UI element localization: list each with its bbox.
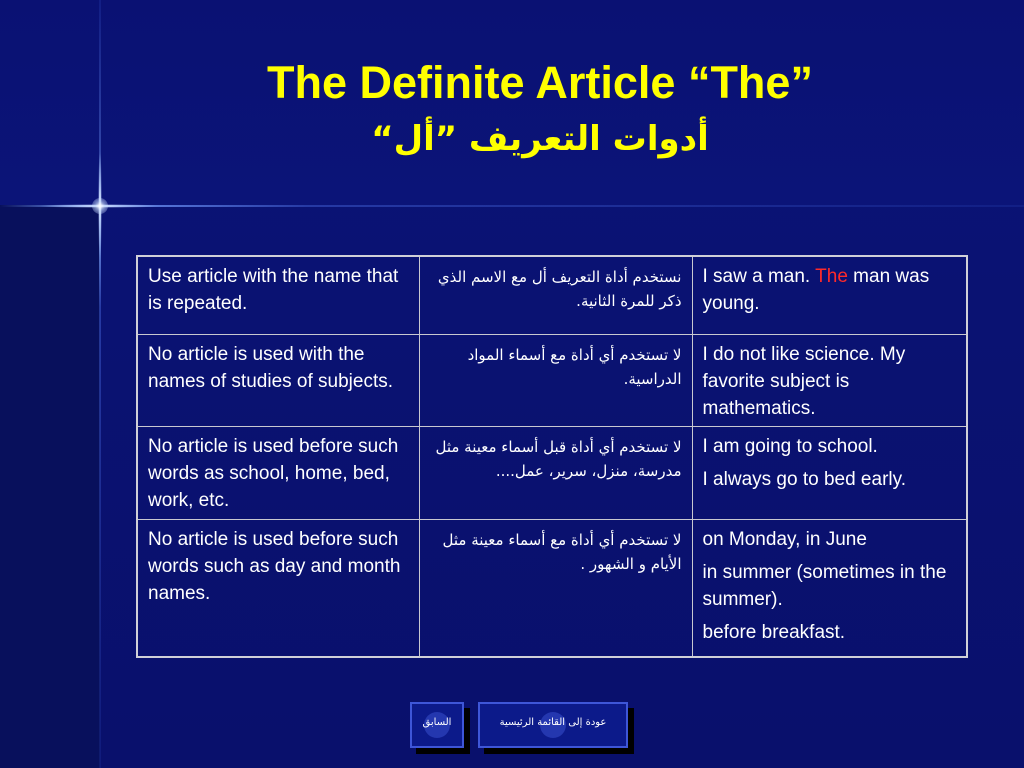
example-text: I saw a man. (702, 266, 816, 287)
example-text: before breakfast. (702, 621, 846, 643)
rule-example (692, 334, 967, 426)
rule-example (692, 426, 967, 519)
left-band (0, 205, 100, 768)
example-text: man was young. (702, 266, 930, 314)
table-row (137, 256, 967, 334)
rule-arabic: لا تستخدم أي أداة قبل أسماء معينة مثل مدرسة، منزل، سرير، عمل.... (419, 426, 692, 519)
rule-arabic: نستخدم أداة التعريف أل مع الاسم الذي ذكر للمرة الثانية. (419, 256, 692, 334)
example-highlight: The (815, 266, 848, 287)
sparkle-icon (92, 198, 108, 214)
example-text: I am going to school. (702, 435, 878, 457)
home-menu-button[interactable] (478, 702, 628, 748)
rules-table (136, 255, 968, 658)
rule-arabic: لا تستخدم أي أداة مع أسماء معينة مثل الأيام و الشهور . (419, 519, 692, 657)
table-row (137, 519, 967, 657)
rule-english: No article is used before such words as school, home, bed, work, etc. (137, 426, 419, 519)
slide-subtitle: أدوات التعريف ”أل“ (371, 119, 709, 159)
slide-title: The Definite Article “The” (267, 57, 813, 108)
rule-english: No article is used with the names of studies of subjects. (137, 334, 419, 426)
rule-english: No article is used before such words such as day and month names. (137, 519, 419, 657)
example-text: on Monday, in June (702, 528, 867, 550)
table-row (137, 334, 967, 426)
example-text: in summer (sometimes in the summer). (702, 561, 947, 610)
previous-button-label: السابق (422, 717, 452, 728)
home-menu-button-label: عودة إلى القائمة الرئيسية (499, 717, 607, 728)
rule-english: Use article with the name that is repeated. (137, 256, 419, 334)
vertical-divider (99, 0, 101, 768)
previous-button[interactable] (410, 702, 464, 748)
rule-arabic: لا تستخدم أي أداة مع أسماء المواد الدراسية. (419, 334, 692, 426)
table-row (137, 426, 967, 519)
rule-example (692, 519, 967, 657)
example-text: I do not like science. My favorite subject is mathematics. (702, 343, 906, 419)
rule-example (692, 256, 967, 334)
example-text: I always go to bed early. (702, 468, 906, 490)
